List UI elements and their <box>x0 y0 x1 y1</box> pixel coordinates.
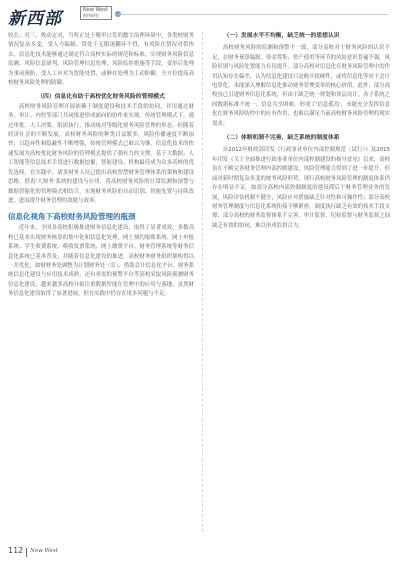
page-number: 112 <box>8 546 24 555</box>
footer-separator <box>26 548 27 557</box>
left-paragraph-3: 近年来，全国各高校积极推进财务信息化建设，取得了显著成效。多数高校已基本实现财务核算的集中化和信息化处理，网上预约报账系统、网上申报系统、学生收费系统、税收发票系统、网上缴费平台、财务管理系统等财务信息化系统已基本普及，并随着信息化建设的推进，高校财务财务组织架构得以一并优化，如财财务处调整为计划财务处（室）、借助会计信息化平台，财务系统信息化建设与应用技术成熟、还有率需的预警平台等高校采取风险预测财务信息化建设，越来越多高校开始注重数据智能在管理中的应用与落地。虽然财务信息化建设取得了显著进展，但在实践中仍存在诸多问题与不足。 <box>8 225 194 298</box>
right-paragraph-2: 自2012年财政部印发《行政事业单位内部控制规范（试行）》及2015年印发《关于全面推进行政事业单位内部控制建设的指导意见》以来，高校虽在不断完善财务管理内部控制建设，风险管理能力得到了进一步提升，但面对新时期复杂多变的财务风险形势，现行高校财务风险管理的制度体系仍存在明显不足。如部分高校内部控制制度的建设滞后于财务管理业务的发展，风险评估机制不健全，风险应对措施缺乏针对性和可操作性；部分高校财务管理制度与信息化系统衔接不够紧密，制度执行缺乏有效的技术手段支撑；部分高校的财务监督体系不完善，审计监督、纪检监督与财务监督之间缺乏有效的协同，难以形成监督合力。 <box>212 147 390 229</box>
page-header <box>0 0 402 28</box>
section-title: 信息化视角下高校财务风险管理的瓶颈 <box>8 212 136 222</box>
magazine-logo: 新西部 <box>8 9 62 29</box>
right-column <box>212 32 390 231</box>
brand-line-chinese: 财经研究 <box>83 13 99 18</box>
brand-box <box>80 6 112 20</box>
brand-line-english: New West <box>83 7 108 13</box>
left-column <box>8 32 194 300</box>
column-divider <box>202 32 203 532</box>
right-subheading-1: （一）发展水平不均衡，缺乏统一的思想认识 <box>223 33 340 39</box>
left-subheading-4: （四）信息化有助于高校优化财务风险的管理模式 <box>37 94 165 101</box>
header-rule <box>118 14 388 15</box>
page-footer <box>8 546 208 560</box>
left-paragraph-2: 高校财务风险管理开展依赖于制度建设和技术手段的协同，并用通过财务、审计、内控等部门共同推进形成面向的协作来实现。传统管理模式下，通过审批、人工决策、纸质执行，推动统对等级化财务风险管理的形态，但随着经济社会的不断发展，高校财务风险的种类日益繁多，风险传播速度不断加快，日趋环性和隐蔽性不断增强，传统管理模式已难以为继。信息化技术的快速发展为高校优化财务风险的管理模式提供了强有力的支撑。基于大数据、人工智能等信息技术手段进行数据挖掘、智能建设、机构最佳成为众多高校的优先选择。在实践中，诸多财务人员已提出高校智慧财务管理体系的架构和建设思路，借着'大财务'系统的建设与应用，将高校财务风险的日常监测和预警与数据智能化的管理模式相结合，实现财务风险的自动识别、智能处置与持续改进，进而提升财务管理的效能与效率。 <box>8 103 194 204</box>
right-subheading-2: （二）体制机制不完善，缺乏系统的制度体系 <box>223 135 340 142</box>
right-paragraph-1: 高校财务风险的监测和预警不一致，部分高校对于财务风险的认识不足，在财务预算编制、资金筹集、资产使用等环节的风险意识普遍不强，风险识别与风险处置能力有待提升。部分高校对信息化在财务风险管理中的作用认知存在偏差，认为信息化建设只是购买软硬件，或将信息化等同于会计电算化，未能深入理解信息化推动财务管理变革的核心价值。此外，部分高校虽已引进财务信息化系统，但由于缺乏统一规划和顶层设计，各子系统之间数据标准不统一、信息共享困难，形成了'信息孤岛'，未能充分发挥信息化在财务风险防控中的应有作用，也难以满足当前高校财务风险管理的现实需求。 <box>212 45 390 127</box>
left-paragraph-1: 较长；其三，败动定对，当所正处于哪里口发的数字治理环境中，各类校财务情况复杂多变，受人力编制、常处于无限迷糊环不得，有风险在情况对供快去。信息化技术能够通过制定符合高校实际的规范和标准，实现财务风险信息监测，风险信息研判，风险管理信息处理，风险监控措施等手段，变举后处理为事前预防，变人工应对为智能处置，或够在处理为主动防御，全方位提高高校财务风险处理的防御。 <box>8 33 194 87</box>
footer-magazine-name: New West <box>30 548 59 554</box>
